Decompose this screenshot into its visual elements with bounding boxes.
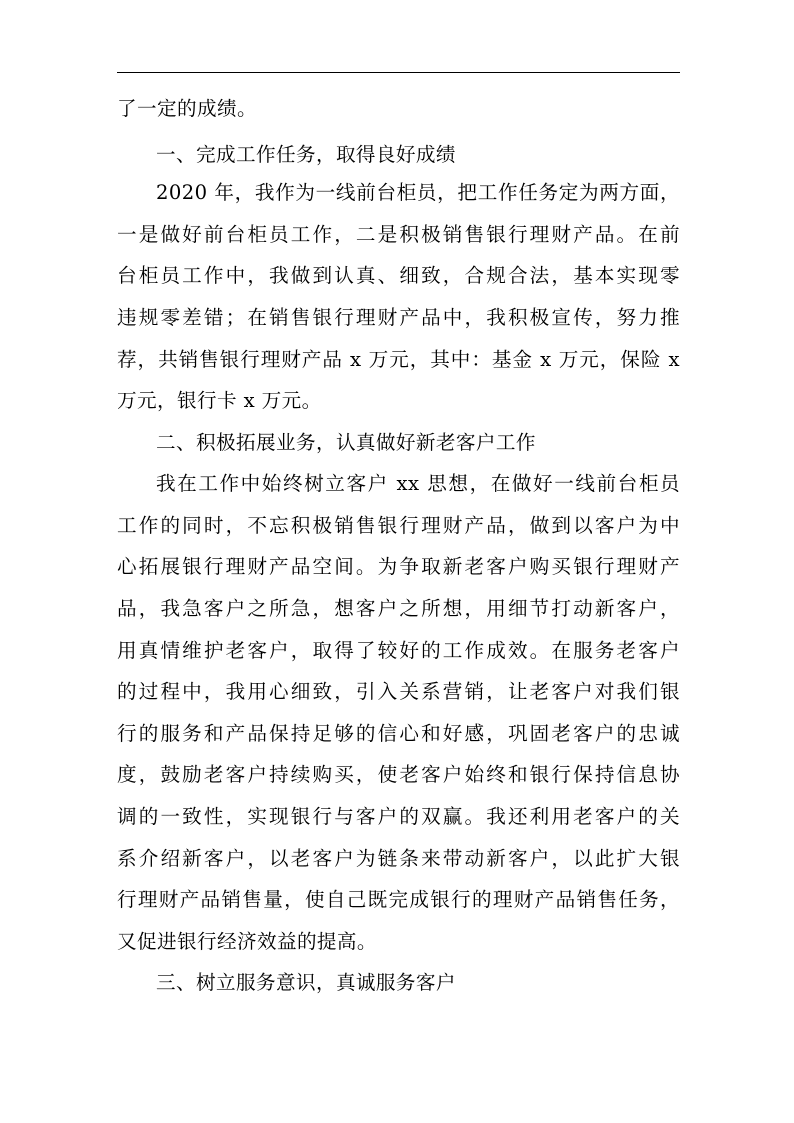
paragraph-line: 一是做好前台柜员工作，二是积极销售银行理财产品。在前: [117, 223, 680, 246]
paragraph-line: 的过程中，我用心细致，引入关系营销，让老客户对我们银: [117, 680, 680, 703]
paragraph-line: 违规零差错；在销售银行理财产品中，我积极宣传，努力推: [117, 306, 680, 329]
paragraph-line: 我在工作中始终树立客户 xx 思想，在做好一线前台柜员: [156, 472, 680, 495]
paragraph-line: 品，我急客户之所急，想客户之所想，用细节打动新客户，: [117, 597, 680, 620]
paragraph-line: 荐，共销售银行理财产品 x 万元，其中：基金 x 万元，保险 x: [117, 348, 680, 371]
paragraph-line: 心拓展银行理财产品空间。为争取新老客户购买银行理财产: [117, 555, 680, 578]
paragraph-line: 了一定的成绩。: [117, 97, 257, 120]
section-heading: 三、树立服务意识，真诚服务客户: [156, 971, 456, 994]
paragraph-line: 2020 年，我作为一线前台柜员，把工作任务定为两方面，: [156, 181, 680, 204]
paragraph-line: 行的服务和产品保持足够的信心和好感，巩固老客户的忠诚: [117, 722, 680, 745]
section-heading: 一、完成工作任务，取得良好成绩: [156, 143, 456, 166]
paragraph-line: 度，鼓励老客户持续购买，使老客户始终和银行保持信息协: [117, 763, 680, 786]
paragraph-line: 台柜员工作中，我做到认真、细致，合规合法，基本实现零: [117, 264, 680, 287]
paragraph-line: 行理财产品销售量，使自己既完成银行的理财产品销售任务，: [117, 888, 680, 911]
paragraph-line: 万元，银行卡 x 万元。: [117, 389, 322, 412]
header-rule: [117, 72, 680, 73]
section-heading: 二、积极拓展业务，认真做好新老客户工作: [156, 431, 536, 454]
paragraph-line: 系介绍新客户，以老客户为链条来带动新客户，以此扩大银: [117, 847, 680, 870]
paragraph-line: 工作的同时，不忘积极销售银行理财产品，做到以客户为中: [117, 514, 680, 537]
paragraph-line: 调的一致性，实现银行与客户的双赢。我还利用老客户的关: [117, 805, 680, 828]
paragraph-line: 用真情维护老客户，取得了较好的工作成效。在服务老客户: [117, 639, 680, 662]
paragraph-line: 又促进银行经济效益的提高。: [117, 930, 377, 953]
